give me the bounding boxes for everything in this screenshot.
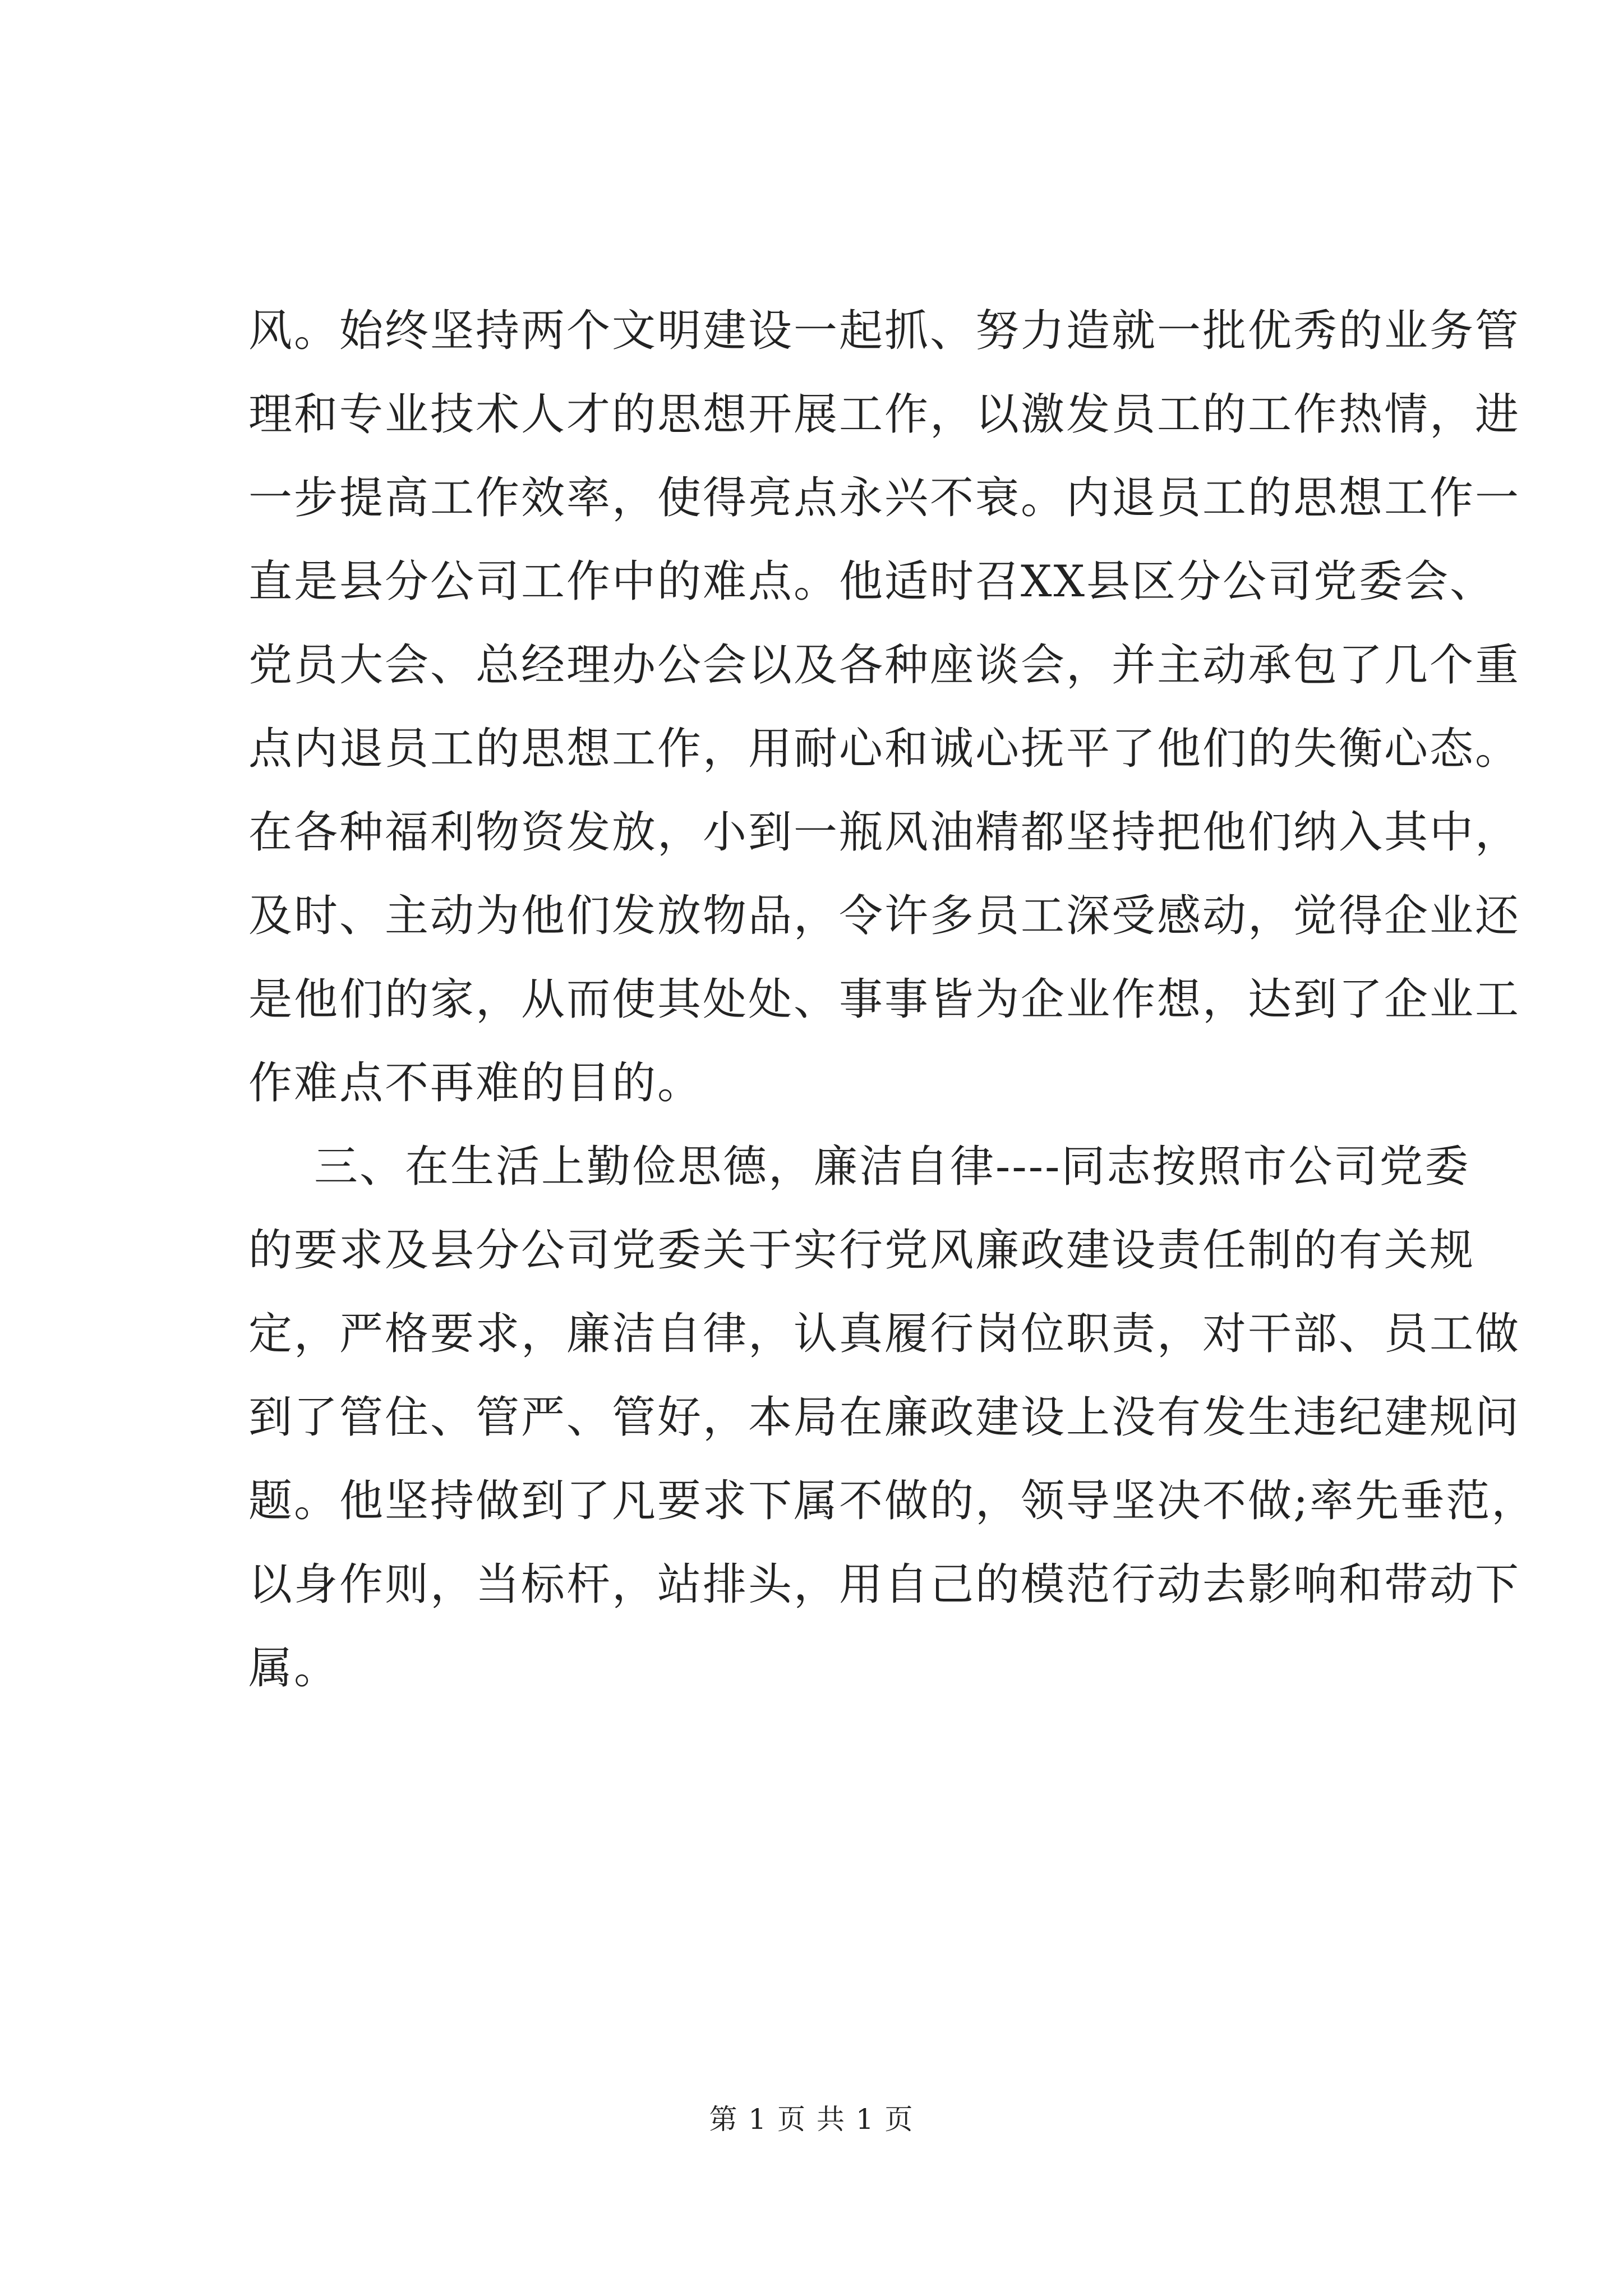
body-line: 的要求及县分公司党委关于实行党风廉政建设责任制的有关规 <box>248 1225 1476 1276</box>
body-line: 一步提高工作效率，使得亮点永兴不衰。内退员工的思想工作一 <box>248 473 1521 523</box>
body-line: 党员大会、总经理办公会以及各种座谈会，并主动承包了几个重 <box>248 640 1521 691</box>
paragraph-heading-line: 三、在生活上勤俭思德，廉洁自律----同志按照市公司党委 <box>314 1142 1470 1192</box>
page-number-footer: 第 1 页 共 1 页 <box>709 2103 914 2136</box>
body-line: 直是县分公司工作中的难点。他适时召XX县区分公司党委会、 <box>248 556 1496 607</box>
body-line: 点内退员工的思想工作，用耐心和诚心抚平了他们的失衡心态。 <box>248 724 1521 774</box>
body-line: 属。 <box>248 1643 340 1694</box>
body-line: 理和专业技术人才的思想开展工作，以激发员工的工作热情，进 <box>248 389 1521 440</box>
body-line: 定，严格要求，廉洁自律，认真履行岗位职责，对干部、员工做 <box>248 1309 1521 1359</box>
body-line: 作难点不再难的目的。 <box>248 1058 703 1108</box>
body-line: 风。始终坚持两个文明建设一起抓、努力造就一批优秀的业务管 <box>248 306 1521 356</box>
body-line: 到了管住、管严、管好，本局在廉政建设上没有发生违纪建规问 <box>248 1392 1521 1443</box>
body-line: 及时、主动为他们发放物品，令许多员工深受感动，觉得企业还 <box>248 891 1521 941</box>
body-line: 是他们的家，从而使其处处、事事皆为企业作想，达到了企业工 <box>248 974 1521 1025</box>
body-line: 以身作则，当标杆，站排头，用自己的模范行动去影响和带动下 <box>248 1559 1521 1610</box>
body-line: 题。他坚持做到了凡要求下属不做的，领导坚决不做;率先垂范， <box>248 1476 1537 1526</box>
body-line: 在各种福利物资发放，小到一瓶风油精都坚持把他们纳入其中， <box>248 807 1521 858</box>
